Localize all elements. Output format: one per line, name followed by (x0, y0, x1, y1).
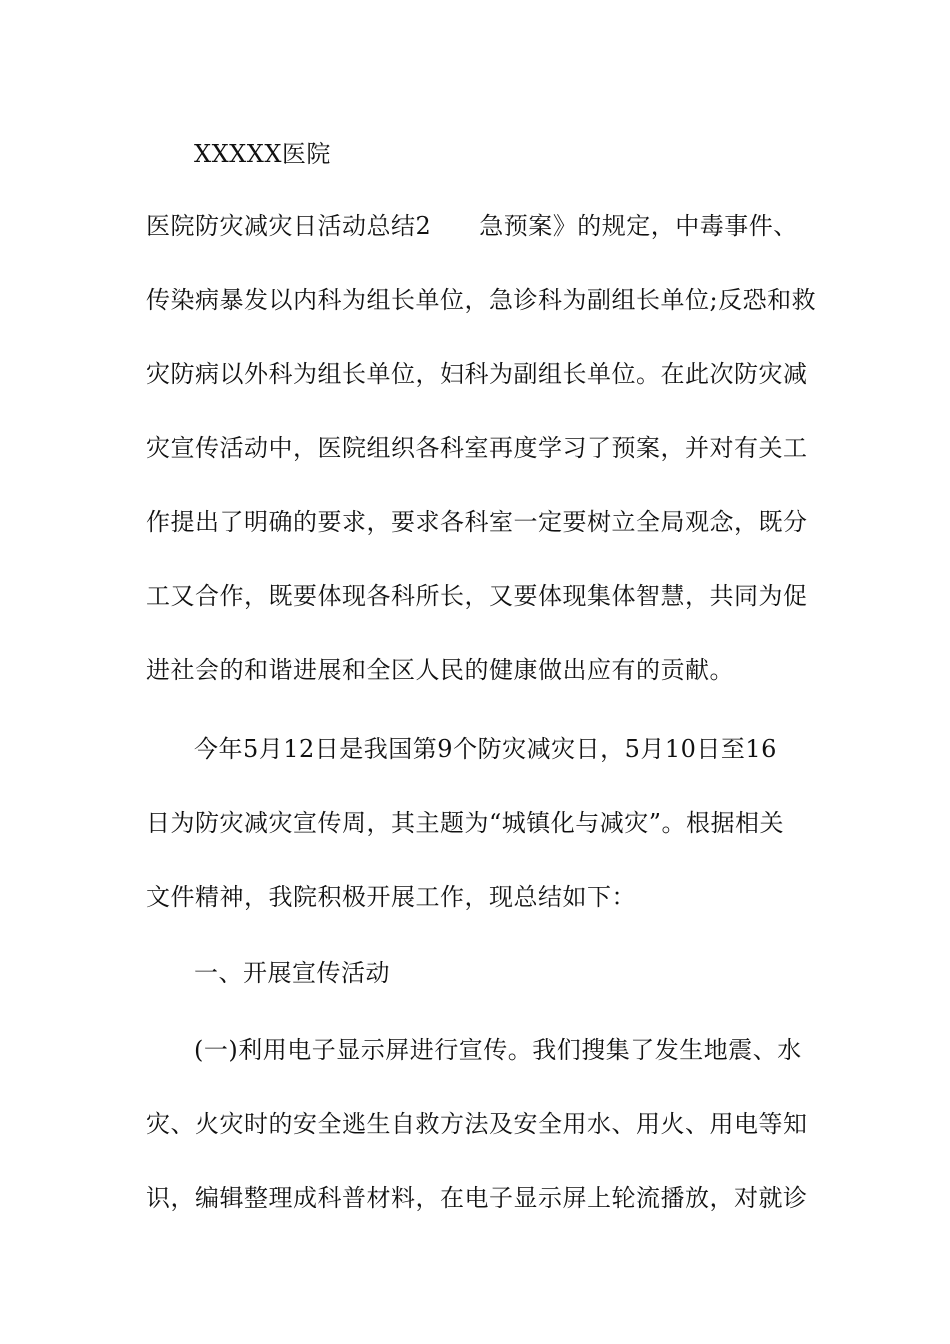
paragraph1-line: 灾宣传活动中，医院组织各科室再度学习了预案，并对有关工 (146, 434, 808, 462)
paragraph1-line: 传染病暴发以内科为组长单位，急诊科为副组长单位;反恐和救 (146, 286, 817, 314)
paragraph1-line: 进社会的和谐进展和全区人民的健康做出应有的贡献。 (146, 656, 734, 684)
hospital-name: XXXXX医院 (194, 140, 331, 168)
paragraph1-line: 工又合作，既要体现各科所长，又要体现集体智慧，共同为促 (146, 582, 808, 610)
document-title: 医院防灾减灾日活动总结2 (146, 212, 432, 240)
paragraph3-line: 灾、火灾时的安全逃生自救方法及安全用水、用火、用电等知 (146, 1110, 808, 1138)
paragraph1-line: 作提出了明确的要求，要求各科室一定要树立全局观念，既分 (146, 508, 808, 536)
paragraph3-line: (一)利用电子显示屏进行宣传。我们搜集了发生地震、水 (194, 1036, 802, 1064)
section-heading: 一、开展宣传活动 (194, 959, 390, 987)
paragraph1-line: 灾防病以外科为组长单位，妇科为副组长单位。在此次防灾减 (146, 360, 808, 388)
paragraph2-line: 日为防灾减灾宣传周，其主题为“城镇化与减灾”。根据相关 (146, 809, 785, 837)
title-continuation: 急预案》的规定，中毒事件、 (479, 212, 798, 240)
paragraph2-line: 文件精神，我院积极开展工作，现总结如下： (146, 883, 636, 911)
paragraph3-line: 识，编辑整理成科普材料，在电子显示屏上轮流播放，对就诊 (146, 1184, 808, 1212)
paragraph2-line: 今年5月12日是我国第9个防灾减灾日，5月10日至16 (194, 735, 777, 763)
title-line (146, 210, 826, 242)
